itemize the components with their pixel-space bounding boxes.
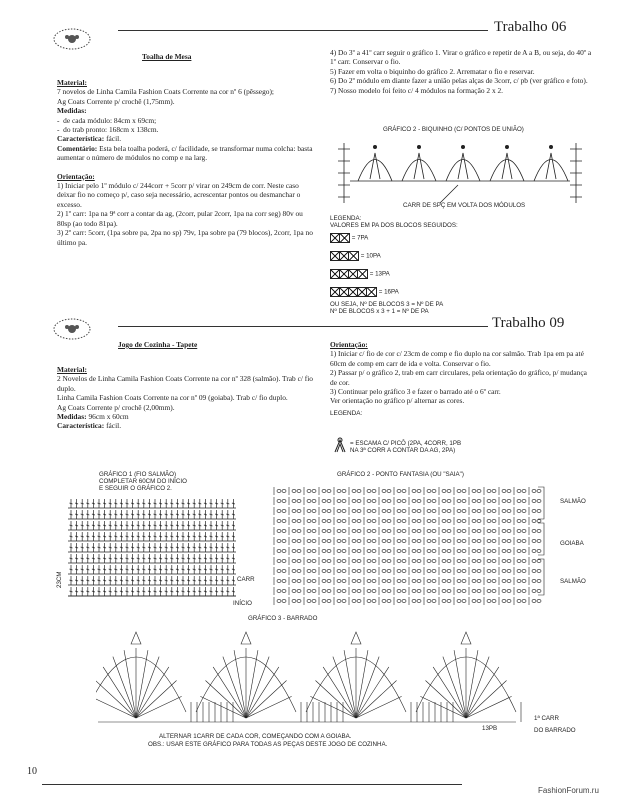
grafico3-footnote: ALTERNAR 1CARR DE CADA COR, COMEÇANDO COM A GOIABA.: [159, 733, 352, 740]
jogo-material-line: 2 Novelos de Linha Camila Fashion Coats Corrente na cor nº 328 (salmão). Trab c/ fio duplo.: [57, 374, 313, 393]
toalha-comentario: Comentário: Esta bela toalha poderá, c/ facilidade, se transformar numa colcha: basta aumentar o número de módulos no comp e na larg.: [57, 143, 313, 163]
toalha-continuation: [330, 48, 592, 95]
grafico2-biquinho-title: GRÁFICO 2 - BIQUINHO (C/ PONTOS DE UNIÃO): [383, 126, 524, 133]
header-rule: [118, 30, 488, 31]
toalha-step: 2) 1º carr: 1pa na 9ª corr a contar da ag, (2corr, pular 2corr, 1pa na corr seg) 80v ou 80sp (ao todo 81pa).: [57, 209, 303, 228]
toalha-caracteristica: Característica: fácil.: [57, 134, 122, 144]
jogo-legenda-line: = ESCAMA C/ PICÔ (2PA, 4CORR, 1PB: [350, 440, 462, 447]
legenda-note: Nº DE BLOCOS x 3 + 1 = Nº DE PA: [330, 308, 429, 315]
jogo-block: [57, 365, 313, 431]
jogo-step: 3) Continuar pelo gráfico 3 e fazer o barrado até o 6º carr.: [330, 387, 501, 397]
escama-icon: [333, 437, 347, 458]
jogo-orientacao: [330, 340, 592, 418]
section-rule: [118, 326, 488, 327]
watermark: FashionForum.ru: [538, 786, 599, 795]
toalha-title: Toalha de Mesa: [142, 52, 192, 61]
ornament-icon: [52, 28, 92, 50]
toalha-step: 3) 2º carr: 5corr, (1pa sobre pa, 2pa no sp) 79v, 1pa sobre pa (79 blocos), 2corr, 1pa no último pa.: [57, 228, 313, 247]
legenda-title: LEGENDA:: [330, 215, 362, 222]
jogo-legenda-line: NA 3ª CORR A CONTAR DA AG, 2PA): [350, 447, 456, 454]
legenda-item: = 16PA: [330, 287, 580, 297]
grafico3-title: GRÁFICO 3 - BARRADO: [248, 615, 318, 622]
grafico3-footnote: OBS.: USAR ESTE GRÁFICO PARA TODAS AS PEÇAS DESTE JOGO DE COZINHA.: [148, 741, 388, 748]
legenda-blocos: [330, 215, 580, 315]
jogo-medidas: Medidas: 96cm x 60cm: [57, 412, 129, 422]
legenda-item: = 10PA: [330, 251, 580, 261]
header-title: Trabalho 06: [494, 19, 567, 35]
toalha-material-line: 7 novelos de Linha Camila Fashion Coats Corrente na cor nº 6 (pêssego);: [57, 87, 274, 97]
jogo-step: 2) Passar p/ o gráfico 2, trab em carr circulares, pela orientação do gráfico, p/ mudança de cor.: [330, 368, 587, 387]
grafico1-label: E SEGUIR O GRÁFICO 2.: [99, 485, 172, 492]
toalha-step: 6) Do 2º módulo em diante fazer a união pelas alças de 3corr, c/ pb (ver gráfico e foto).: [330, 76, 588, 86]
toalha-step: 5) Fazer em volta o biquinho do gráfico 2. Arrematar o fio e reservar.: [330, 66, 535, 76]
toalha-material-heading: Material:: [57, 78, 87, 87]
grafico1-side: 23CM: [56, 571, 63, 588]
grafico3-pb: 13PB: [482, 725, 498, 732]
legenda-note: OU SEJA, Nº DE BLOCOS 3 = Nº DE PA: [330, 301, 444, 308]
legenda-subtitle: VALORES EM PA DOS BLOCOS SEGUIDOS:: [330, 222, 458, 229]
grafico2-color-label: SALMÃO: [560, 498, 586, 505]
toalha-step: 1) Iniciar pelo 1º módulo c/ 244corr + 5corr p/ virar on 249cm de corr. Neste caso deixar fio no começo p/, caso seja necessário, acrescentar pontos ou desmanchar o excesso.: [57, 181, 301, 209]
grafico3-chart: [96, 622, 526, 730]
toalha-step: 4) Do 3º a 41º carr seguir o gráfico 1. Virar o gráfico e repetir de A a B, ou seja, do 40º a 1º carr. Conservar o fio.: [330, 48, 592, 67]
jogo-orientacao-heading: Orientação:: [330, 340, 368, 349]
grafico1-label: GRÁFICO 1 (FIO SALMÃO): [99, 471, 177, 478]
jogo-title: Jogo de Cozinha - Tapete: [118, 340, 198, 349]
jogo-material-line: Linha Camila Fashion Coats Corrente na cor nº 09 (goiaba). Trab c/ fio duplo.: [57, 393, 288, 403]
toalha-orientacao-heading: Orientação:: [57, 171, 95, 181]
grafico2-biquinho-diagram: [330, 133, 592, 207]
grafico3-carr: DO BARRADO: [534, 727, 576, 734]
grafico1-chart: [66, 496, 246, 608]
page-number: 10: [27, 766, 37, 777]
jogo-note: Ver orientação no gráfico p/ alternar as cores.: [330, 396, 465, 406]
toalha-medida-line: - do trab pronto: 168cm x 138cm.: [57, 125, 159, 135]
grafico2-chart: [268, 479, 548, 607]
toalha-medidas-heading: Medidas:: [57, 106, 87, 116]
legenda-item: = 7PA: [330, 233, 580, 243]
toalha-step: 7) Nosso modelo foi feito c/ 4 módulos na formação 2 x 2.: [330, 85, 504, 95]
footer-rule: [42, 784, 462, 785]
jogo-material-heading: Material:: [57, 365, 87, 374]
grafico1-carr: CARR: [237, 576, 255, 583]
grafico2-biquinho-caption: CARR DE SPÇ EM VOLTA DOS MÓDULOS: [403, 202, 526, 209]
grafico1-label: COMPLETAR 60CM DO INÍCIO: [99, 478, 187, 485]
grafico2-title: GRÁFICO 2 - PONTO FANTASIA (OU "SAIA"): [337, 471, 464, 478]
jogo-caracteristica: Característica: fácil.: [57, 421, 122, 431]
jogo-material-line: Ag Coats Corrente p/ crochê (2,00mm).: [57, 402, 175, 412]
toalha-material-line: Ag Coats Corrente p/ crochê (1,75mm).: [57, 96, 175, 106]
toalha-block: [57, 78, 313, 247]
grafico1-inicio: INÍCIO: [233, 600, 252, 607]
toalha-medida-line: - de cada módulo: 84cm x 69cm;: [57, 115, 157, 125]
ornament-icon: [52, 318, 92, 340]
legenda-item: = 13PA: [330, 269, 580, 279]
grafico2-color-label: GOIABA: [560, 540, 584, 547]
trabalho09-title: Trabalho 09: [492, 315, 565, 331]
grafico3-carr: 1ª CARR: [534, 715, 559, 722]
jogo-step: 1) Iniciar c/ fio de cor c/ 23cm de comp e fio duplo na cor salmão. Trab 1pa em pa até 60cm de comp em carr de ida e volta. Conservar o fio.: [330, 349, 584, 368]
jogo-legenda-heading: LEGENDA:: [330, 409, 363, 417]
grafico2-color-label: SALMÃO: [560, 578, 586, 585]
